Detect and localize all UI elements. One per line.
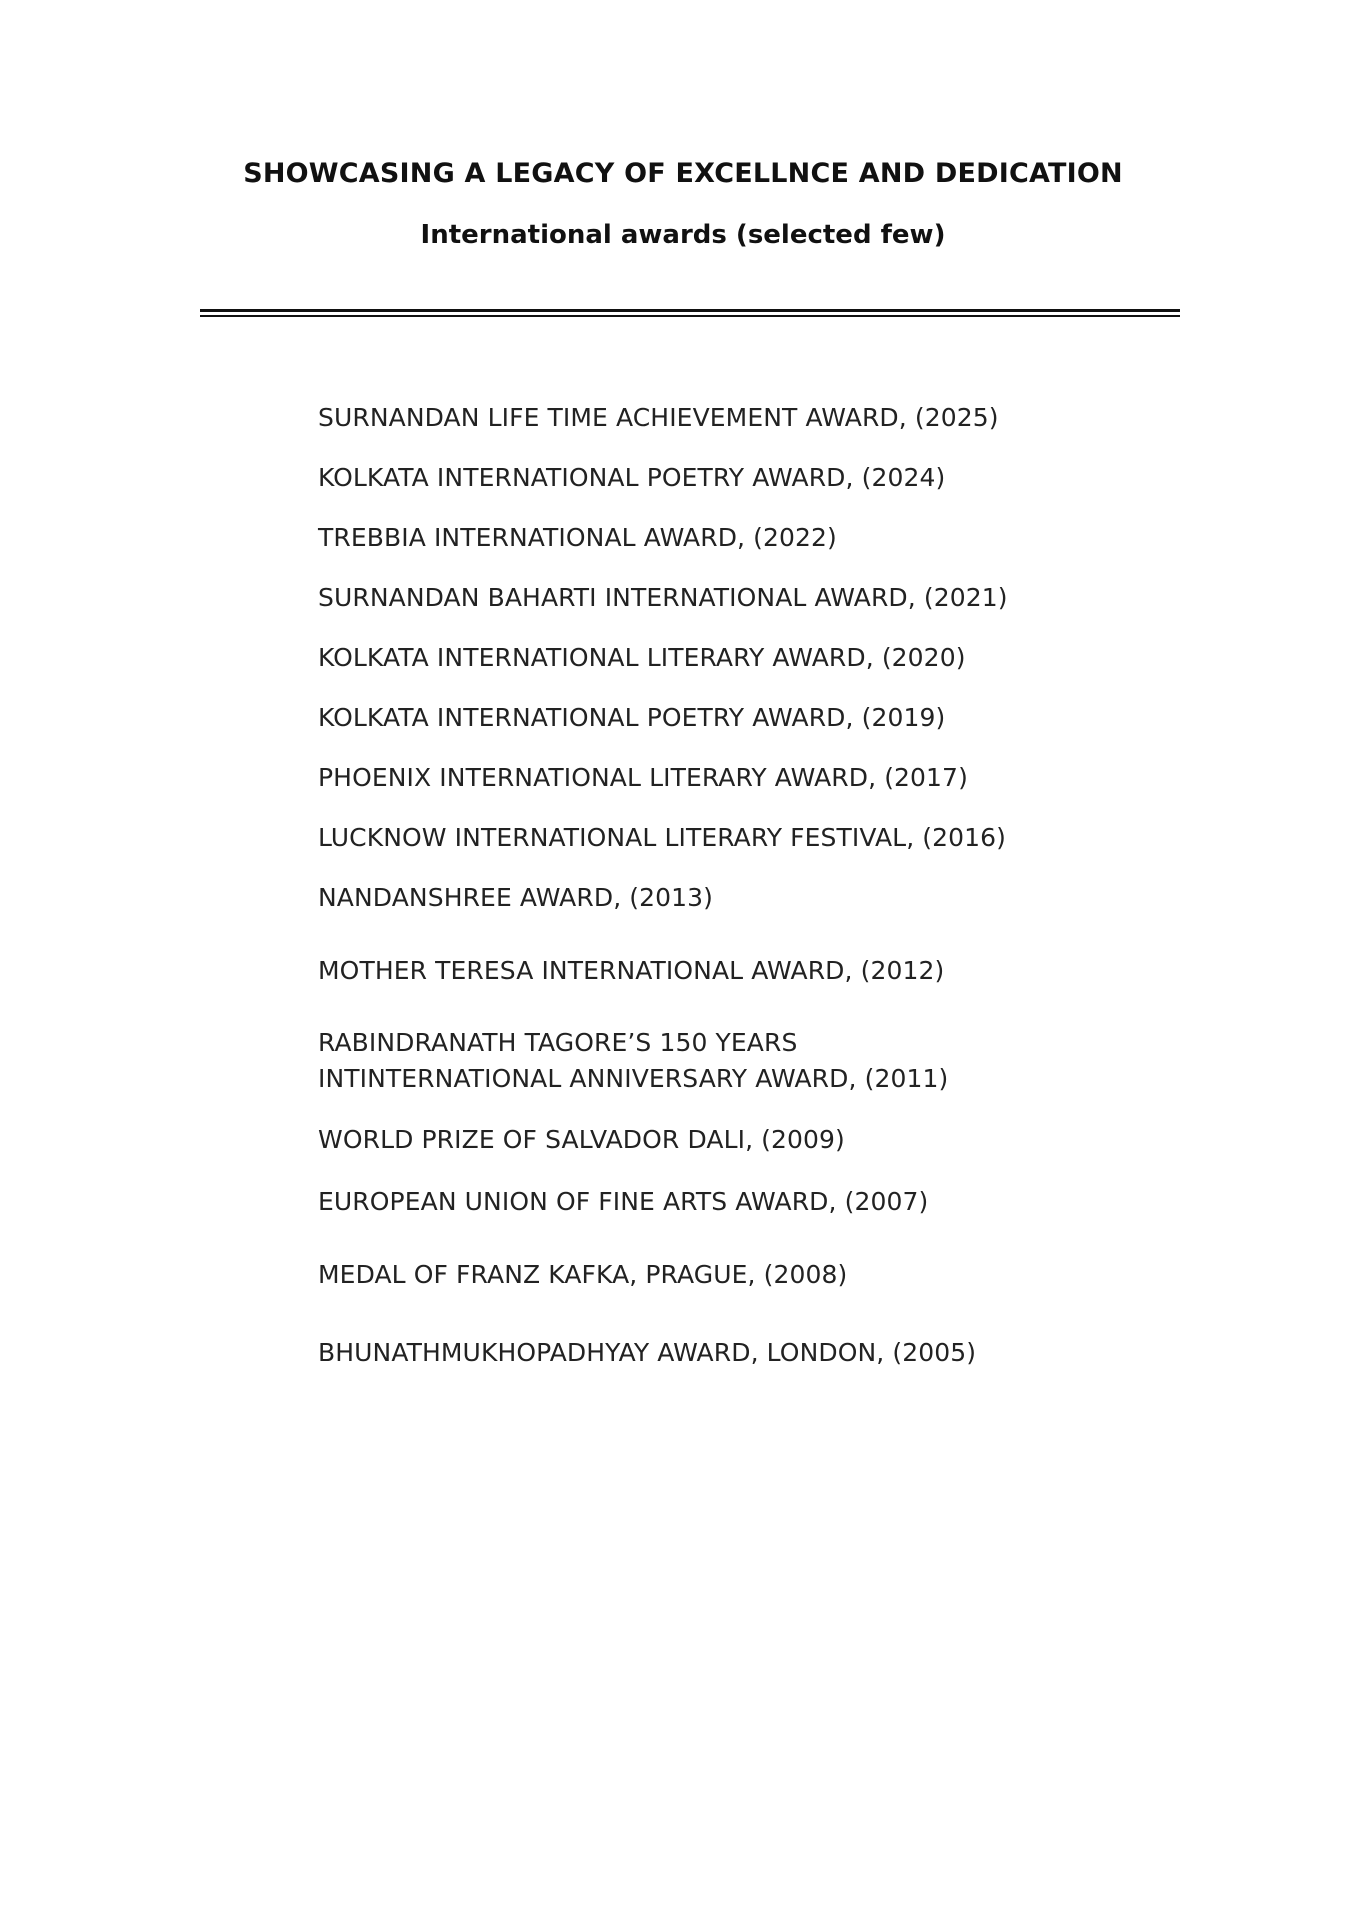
award-item: KOLKATA INTERNATIONAL POETRY AWARD, (2019) xyxy=(318,703,946,732)
award-item: PHOENIX INTERNATIONAL LITERARY AWARD, (2017) xyxy=(318,763,968,792)
award-item: WORLD PRIZE OF SALVADOR DALI, (2009) xyxy=(318,1125,845,1154)
award-line-2: INTINTERNATIONAL ANNIVERSARY AWARD, (2011) xyxy=(318,1064,949,1093)
award-line-1: RABINDRANATH TAGORE’S 150 YEARS xyxy=(318,1028,798,1057)
award-item: EUROPEAN UNION OF FINE ARTS AWARD, (2007) xyxy=(318,1187,929,1216)
award-item: KOLKATA INTERNATIONAL POETRY AWARD, (2024) xyxy=(318,463,946,492)
award-item: TREBBIA INTERNATIONAL AWARD, (2022) xyxy=(318,523,837,552)
award-item: SURNANDAN BAHARTI INTERNATIONAL AWARD, (2021) xyxy=(318,583,1008,612)
award-item: LUCKNOW INTERNATIONAL LITERARY FESTIVAL, (2016) xyxy=(318,823,1007,852)
award-item: NANDANSHREE AWARD, (2013) xyxy=(318,883,714,912)
award-item: SURNANDAN LIFE TIME ACHIEVEMENT AWARD, (2025) xyxy=(318,403,999,432)
page-subtitle: International awards (selected few) xyxy=(420,220,946,250)
double-rule-divider xyxy=(200,309,1180,317)
award-item: MOTHER TERESA INTERNATIONAL AWARD, (2012) xyxy=(318,956,945,985)
award-item: KOLKATA INTERNATIONAL LITERARY AWARD, (2020) xyxy=(318,643,966,672)
page-title: SHOWCASING A LEGACY OF EXCELLNCE AND DEDICATION xyxy=(243,158,1123,189)
award-item-multiline xyxy=(318,1025,1118,1097)
award-item: BHUNATHMUKHOPADHYAY AWARD, LONDON, (2005) xyxy=(318,1338,977,1367)
award-item: MEDAL OF FRANZ KAFKA, PRAGUE, (2008) xyxy=(318,1260,848,1289)
